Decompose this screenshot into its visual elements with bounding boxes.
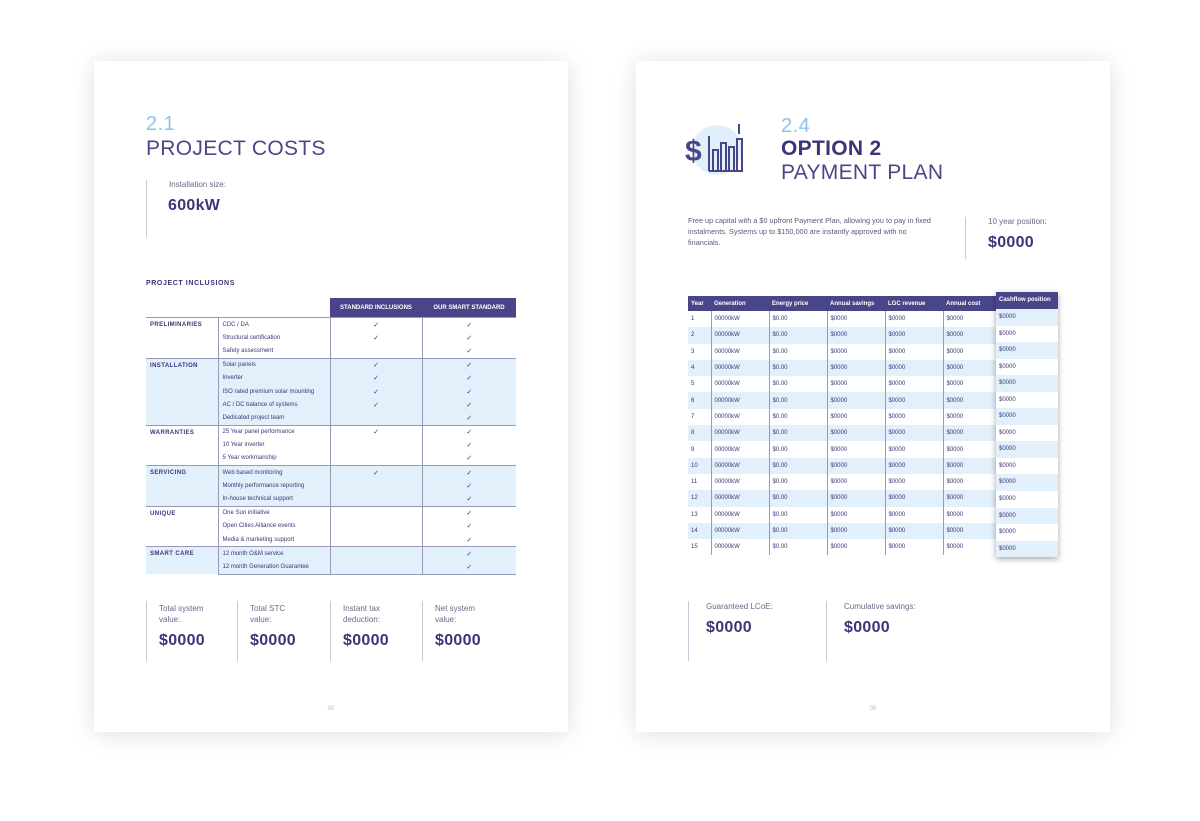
smart-tick: ✓ xyxy=(422,411,516,425)
column-header-standard: STANDARD INCLUSIONS xyxy=(330,298,422,318)
table-cell: 5 xyxy=(691,381,695,388)
smart-tick: ✓ xyxy=(422,479,516,492)
table-cell: $0.00 xyxy=(769,458,827,474)
inclusion-item: Solar panels xyxy=(218,358,330,372)
table-cell: $0.00 xyxy=(769,507,827,523)
summary-value: $0000 xyxy=(250,632,296,649)
table-cell: $0.00 xyxy=(769,523,827,539)
cashflow-cell: $0000 xyxy=(996,474,1058,491)
table-cell: 2 xyxy=(688,327,711,343)
smart-tick: ✓ xyxy=(422,520,516,533)
cashflow-cell: $0000 xyxy=(999,429,1016,436)
summary-label: Net system xyxy=(435,604,476,613)
table-cell: 00000kW xyxy=(711,376,769,392)
table-cell: 10 xyxy=(688,458,711,474)
table-cell: $0000 xyxy=(943,409,996,425)
installation-value: 600kW xyxy=(168,197,221,214)
divider xyxy=(826,601,827,661)
table-cell: $0000 xyxy=(827,409,885,425)
cashflow-cell: $0000 xyxy=(999,462,1016,469)
section-title: PAYMENT PLAN xyxy=(781,161,944,184)
table-cell: 00000kW xyxy=(711,458,769,474)
summary-label: value: xyxy=(159,615,181,624)
standard-tick: ✓ xyxy=(330,331,422,344)
table-cell: $0000 xyxy=(943,441,996,457)
table-row xyxy=(146,358,516,372)
table-row xyxy=(688,311,996,327)
standard-tick xyxy=(330,452,422,466)
table-row xyxy=(688,441,996,457)
inclusion-item: CDC / DA xyxy=(218,318,330,332)
standard-tick: ✓ xyxy=(330,318,422,332)
standard-tick xyxy=(330,560,422,574)
table-cell: $0000 xyxy=(885,441,943,457)
summary-value: $0000 xyxy=(844,619,890,636)
table-row xyxy=(688,344,996,360)
inclusion-item: 5 Year workmanship xyxy=(218,452,330,466)
inclusion-item: Inverter xyxy=(218,372,330,385)
inclusion-item: Open Cities Alliance events xyxy=(218,520,330,533)
summary-value: $0000 xyxy=(159,632,205,649)
table-cell: $0000 xyxy=(885,360,943,376)
table-cell: $0000 xyxy=(827,425,885,441)
table-cell: $0000 xyxy=(885,523,943,539)
cashflow-cell: $0000 xyxy=(996,541,1058,558)
table-cell: 15 xyxy=(691,544,698,551)
table-cell: 4 xyxy=(688,360,711,376)
table-cell: $0000 xyxy=(827,490,885,506)
table-cell: $0000 xyxy=(885,539,943,555)
standard-tick xyxy=(330,533,422,547)
table-cell: $0000 xyxy=(827,344,885,360)
payment-table xyxy=(688,296,996,555)
table-cell: $0000 xyxy=(943,523,996,539)
category-label: UNIQUE xyxy=(146,506,218,547)
inclusion-item: Structural certification xyxy=(218,331,330,344)
smart-tick: ✓ xyxy=(422,318,516,332)
standard-tick xyxy=(330,411,422,425)
table-row xyxy=(688,425,996,441)
cashflow-cell: $0000 xyxy=(999,330,1016,337)
table-cell: $0000 xyxy=(943,327,996,343)
table-row xyxy=(146,506,516,520)
cashflow-cell: $0000 xyxy=(996,408,1058,425)
standard-tick: ✓ xyxy=(330,425,422,439)
section-title: PROJECT COSTS xyxy=(146,137,326,160)
table-row xyxy=(688,392,996,408)
column-header: Annual cost xyxy=(943,296,996,311)
table-cell: $0.00 xyxy=(769,344,827,360)
table-cell: 00000kW xyxy=(711,490,769,506)
table-cell: $0000 xyxy=(885,392,943,408)
table-cell: $0000 xyxy=(943,474,996,490)
table-cell: $0000 xyxy=(885,425,943,441)
summary-label: Total STC xyxy=(250,604,286,613)
standard-tick xyxy=(330,479,422,492)
divider xyxy=(237,601,238,661)
column-header: Energy price xyxy=(769,296,827,311)
smart-tick: ✓ xyxy=(422,439,516,452)
table-cell: $0.00 xyxy=(769,376,827,392)
summary-label: Cumulative savings: xyxy=(844,602,916,611)
table-row xyxy=(688,507,996,523)
table-cell: $0000 xyxy=(885,409,943,425)
page-number: 00 xyxy=(869,706,877,712)
divider xyxy=(965,217,966,259)
table-cell: 00000kW xyxy=(711,344,769,360)
installation-label: Installation size: xyxy=(169,180,226,189)
table-cell: $0000 xyxy=(827,539,885,555)
cashflow-header: Cashflow position xyxy=(996,292,1058,309)
smart-tick: ✓ xyxy=(422,466,516,480)
category-label: INSTALLATION xyxy=(146,358,218,425)
inclusion-item: 12 month Generation Guarantee xyxy=(218,560,330,574)
table-cell: 7 xyxy=(691,413,695,420)
inclusion-item: ISO rated premium solar mounting xyxy=(218,385,330,398)
table-cell: 00000kW xyxy=(711,474,769,490)
standard-tick: ✓ xyxy=(330,358,422,372)
cashflow-cell: $0000 xyxy=(999,396,1016,403)
table-cell: 11 xyxy=(691,479,698,486)
page-payment-plan xyxy=(636,61,1110,732)
table-row xyxy=(688,360,996,376)
table-cell: $0000 xyxy=(827,458,885,474)
intro-text: Free up capital with a $0 upfront Payment Plan, allowing you to pay in fixed instalments. Systems up to $150,000 are instantly approved with no financials. xyxy=(688,216,931,247)
table-cell: $0000 xyxy=(943,311,996,327)
table-row xyxy=(688,523,996,539)
table-row xyxy=(688,409,996,425)
divider xyxy=(146,601,147,661)
table-cell: $0.00 xyxy=(769,490,827,506)
table-cell: $0000 xyxy=(885,376,943,392)
table-cell: $0.00 xyxy=(769,392,827,408)
summary-label: deduction: xyxy=(343,615,380,624)
cashflow-cell: $0000 xyxy=(999,529,1016,536)
table-cell: $0000 xyxy=(885,490,943,506)
summary-label: value: xyxy=(435,615,457,624)
table-cell: 00000kW xyxy=(711,539,769,555)
page-number: 00 xyxy=(327,706,335,712)
table-cell: $0000 xyxy=(885,344,943,360)
table-cell: 00000kW xyxy=(711,441,769,457)
inclusion-item: Monthly performance reporting xyxy=(218,479,330,492)
table-row xyxy=(688,490,996,506)
table-cell: $0.00 xyxy=(769,409,827,425)
table-cell: $0000 xyxy=(943,539,996,555)
smart-tick: ✓ xyxy=(422,385,516,398)
smart-tick: ✓ xyxy=(422,547,516,561)
table-row xyxy=(688,539,996,555)
summary-label: value: xyxy=(250,615,272,624)
position-label: 10 year position: xyxy=(988,217,1047,226)
table-cell: 00000kW xyxy=(711,523,769,539)
section-number: 2.4 xyxy=(781,115,811,137)
standard-tick xyxy=(330,547,422,561)
standard-tick xyxy=(330,520,422,533)
summary-value: $0000 xyxy=(435,632,481,649)
divider xyxy=(688,601,689,661)
standard-tick xyxy=(330,506,422,520)
table-cell: $0.00 xyxy=(769,360,827,376)
table-cell: $0000 xyxy=(885,458,943,474)
smart-tick: ✓ xyxy=(422,344,516,358)
summary-label: Guaranteed LCoE: xyxy=(706,602,773,611)
cashflow-cell: $0000 xyxy=(999,363,1016,370)
table-row xyxy=(146,425,516,439)
table-cell: $0000 xyxy=(827,327,885,343)
inclusion-item: Media & marketing support xyxy=(218,533,330,547)
table-cell: $0000 xyxy=(827,360,885,376)
table-row xyxy=(146,547,516,561)
table-cell: $0000 xyxy=(827,474,885,490)
smart-tick: ✓ xyxy=(422,533,516,547)
divider xyxy=(330,601,331,661)
table-cell: $0.00 xyxy=(769,441,827,457)
table-cell: 13 xyxy=(691,511,698,518)
smart-tick: ✓ xyxy=(422,372,516,385)
table-cell: $0000 xyxy=(827,441,885,457)
table-cell: $0.00 xyxy=(769,311,827,327)
table-cell: $0000 xyxy=(885,507,943,523)
smart-tick: ✓ xyxy=(422,358,516,372)
cashflow-cell: $0000 xyxy=(996,309,1058,326)
table-cell: 9 xyxy=(691,446,695,453)
smart-tick: ✓ xyxy=(422,492,516,506)
table-cell: $0000 xyxy=(827,392,885,408)
table-cell: $0000 xyxy=(885,474,943,490)
table-cell: $0000 xyxy=(943,360,996,376)
category-label: PRELIMINARIES xyxy=(146,318,218,359)
standard-tick: ✓ xyxy=(330,372,422,385)
smart-tick: ✓ xyxy=(422,425,516,439)
inclusion-item: Dedicated project team xyxy=(218,411,330,425)
column-header: Year xyxy=(688,296,711,311)
summary-label: Instant tax xyxy=(343,604,380,613)
summary-label: Total system xyxy=(159,604,204,613)
table-cell: 8 xyxy=(688,425,711,441)
table-cell: $0000 xyxy=(885,311,943,327)
section-title-bold: OPTION 2 xyxy=(781,137,882,160)
inclusion-item: 25 Year panel performance xyxy=(218,425,330,439)
smart-tick: ✓ xyxy=(422,398,516,411)
cashflow-cell: $0000 xyxy=(996,508,1058,525)
table-row xyxy=(688,474,996,490)
summary-value: $0000 xyxy=(343,632,389,649)
inclusions-table xyxy=(146,298,516,575)
table-cell: 00000kW xyxy=(711,507,769,523)
table-cell: $0000 xyxy=(943,458,996,474)
cashflow-cell: $0000 xyxy=(996,342,1058,359)
table-cell: 1 xyxy=(691,316,695,323)
summary-value: $0000 xyxy=(706,619,752,636)
table-cell: $0000 xyxy=(943,344,996,360)
cashflow-cell: $0000 xyxy=(999,496,1016,503)
standard-tick xyxy=(330,439,422,452)
table-cell: $0.00 xyxy=(769,327,827,343)
dollar-bar-chart-icon xyxy=(685,120,747,180)
inclusions-heading: PROJECT INCLUSIONS xyxy=(146,280,235,287)
standard-tick: ✓ xyxy=(330,466,422,480)
divider xyxy=(422,601,423,661)
category-label: SERVICING xyxy=(146,466,218,507)
column-header: Generation xyxy=(711,296,769,311)
table-row xyxy=(688,327,996,343)
table-cell: $0000 xyxy=(943,490,996,506)
inclusion-item: AC / DC balance of systems xyxy=(218,398,330,411)
table-cell: 6 xyxy=(688,392,711,408)
table-cell: 00000kW xyxy=(711,392,769,408)
column-header-smart: OUR SMART STANDARD xyxy=(422,298,516,318)
table-row xyxy=(146,466,516,480)
column-header: Annual savings xyxy=(827,296,885,311)
position-value: $0000 xyxy=(988,234,1034,251)
table-cell: $0000 xyxy=(885,327,943,343)
table-cell: $0000 xyxy=(827,311,885,327)
table-cell: 12 xyxy=(688,490,711,506)
inclusion-item: Safety assessment xyxy=(218,344,330,358)
standard-tick: ✓ xyxy=(330,385,422,398)
category-label: WARRANTIES xyxy=(146,425,218,466)
smart-tick: ✓ xyxy=(422,506,516,520)
smart-tick: ✓ xyxy=(422,560,516,574)
inclusion-item: Web based monitoring xyxy=(218,466,330,480)
table-row xyxy=(146,318,516,332)
standard-tick xyxy=(330,492,422,506)
cashflow-cell: $0000 xyxy=(996,441,1058,458)
table-cell: $0000 xyxy=(943,507,996,523)
standard-tick xyxy=(330,344,422,358)
table-cell: $0.00 xyxy=(769,474,827,490)
standard-tick: ✓ xyxy=(330,398,422,411)
column-header: LGC revenue xyxy=(885,296,943,311)
table-cell: 00000kW xyxy=(711,327,769,343)
smart-tick: ✓ xyxy=(422,331,516,344)
table-cell: 00000kW xyxy=(711,425,769,441)
divider xyxy=(146,180,147,237)
table-cell: 3 xyxy=(691,348,695,355)
table-cell: $0000 xyxy=(827,376,885,392)
table-row xyxy=(688,458,996,474)
table-cell: 00000kW xyxy=(711,311,769,327)
table-cell: $0000 xyxy=(827,507,885,523)
table-cell: $0.00 xyxy=(769,539,827,555)
page-project-costs xyxy=(94,61,568,732)
category-label: SMART CARE xyxy=(146,547,218,574)
inclusion-item: In-house technical support xyxy=(218,492,330,506)
table-cell: 14 xyxy=(688,523,711,539)
table-cell: $0.00 xyxy=(769,425,827,441)
table-cell: $0000 xyxy=(943,392,996,408)
inclusion-item: 10 Year inverter xyxy=(218,439,330,452)
table-cell: $0000 xyxy=(827,523,885,539)
svg-text:$: $ xyxy=(685,135,702,168)
section-number: 2.1 xyxy=(146,113,176,135)
cashflow-column xyxy=(996,292,1058,557)
table-cell: $0000 xyxy=(943,425,996,441)
table-cell: $0000 xyxy=(943,376,996,392)
table-cell: 00000kW xyxy=(711,360,769,376)
inclusion-item: 12 month O&M service xyxy=(218,547,330,561)
table-cell: 00000kW xyxy=(711,409,769,425)
smart-tick: ✓ xyxy=(422,452,516,466)
cashflow-cell: $0000 xyxy=(996,375,1058,392)
inclusion-item: One Sun initiative xyxy=(218,506,330,520)
table-row xyxy=(688,376,996,392)
